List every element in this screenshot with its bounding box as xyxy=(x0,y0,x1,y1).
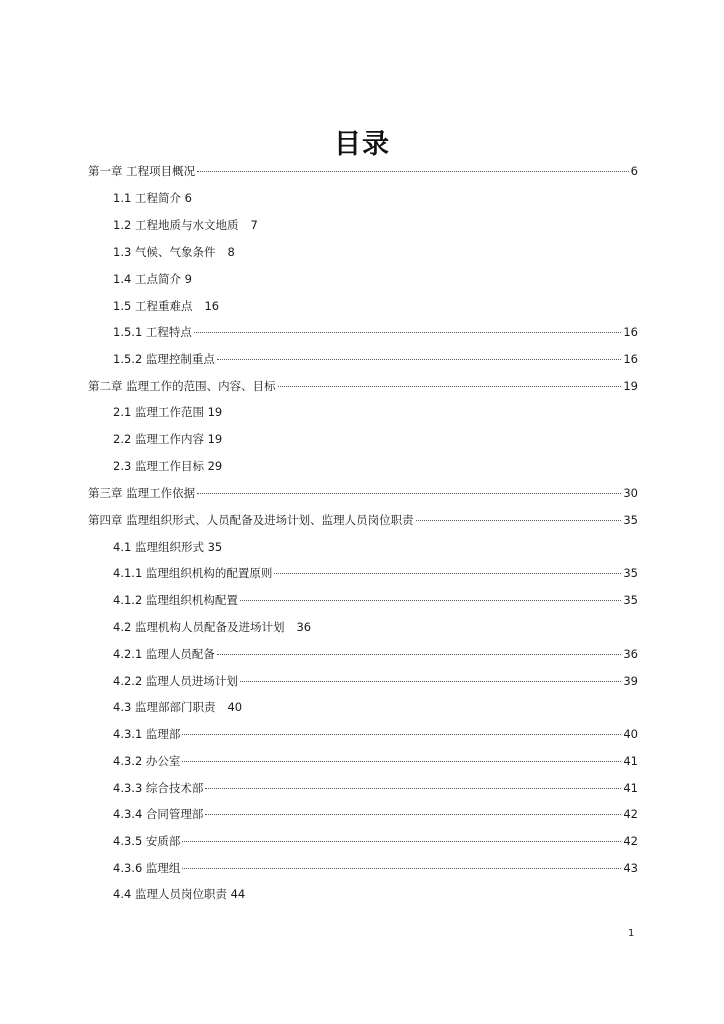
leader-dots xyxy=(182,840,621,842)
toc-entry-text: 4.4 监理人员岗位职责 44 xyxy=(113,887,246,901)
toc-entry-text: 1.3 气候、气象条件 xyxy=(113,245,216,259)
toc-entry[interactable] xyxy=(88,377,638,395)
toc-entry-page: 36 xyxy=(296,620,312,634)
leader-dots xyxy=(240,599,621,601)
toc-entry-text: 2.2 监理工作内容 19 xyxy=(113,432,223,446)
toc-entry-text: 4.2.1 监理人员配备 xyxy=(113,647,215,661)
toc-entry[interactable] xyxy=(88,162,638,180)
toc-entry[interactable] xyxy=(113,885,245,903)
toc-title: 目录 xyxy=(334,129,390,160)
toc-entry-page: 16 xyxy=(623,352,638,366)
toc-entry-page: 41 xyxy=(623,781,638,795)
toc-entry-text: 4.3.1 监理部 xyxy=(113,727,181,741)
toc-entry[interactable] xyxy=(113,323,638,341)
toc-entry-text: 1.1 工程简介 6 xyxy=(113,191,192,205)
toc-entry-page: 35 xyxy=(623,593,638,607)
toc-entry-page: 39 xyxy=(623,674,638,688)
toc-entry-text: 4.3 监理部部门职责 xyxy=(113,700,216,714)
toc-entry[interactable] xyxy=(113,805,638,823)
toc-entry-page: 35 xyxy=(623,513,638,527)
leader-dots xyxy=(416,519,622,521)
toc-entry[interactable] xyxy=(113,216,258,234)
toc-entry-page: 42 xyxy=(623,834,638,848)
leader-dots xyxy=(182,867,621,869)
toc-entry-page: 36 xyxy=(623,647,638,661)
toc-entry-text: 4.3.3 综合技术部 xyxy=(113,781,204,795)
toc-entry-text: 第二章 监理工作的范围、内容、目标 xyxy=(88,379,276,393)
leader-dots xyxy=(205,787,621,789)
page-number: 1 xyxy=(628,928,635,939)
toc-entry[interactable] xyxy=(113,591,638,609)
toc-entry[interactable] xyxy=(113,430,222,448)
toc-entry-text: 1.4 工点简介 9 xyxy=(113,272,192,286)
toc-entry[interactable] xyxy=(88,484,638,502)
toc-entry[interactable] xyxy=(113,538,222,556)
toc-entry-page: 7 xyxy=(250,218,258,232)
toc-entry-page: 40 xyxy=(623,727,638,741)
toc-entry-page: 42 xyxy=(623,807,638,821)
leader-dots xyxy=(197,492,621,494)
toc-entry-text: 1.5.1 工程特点 xyxy=(113,325,192,339)
toc-entry[interactable] xyxy=(113,350,638,368)
toc-entry-text: 第三章 监理工作依据 xyxy=(88,486,196,500)
toc-entry-page: 19 xyxy=(623,379,638,393)
toc-entry-text: 4.2.2 监理人员进场计划 xyxy=(113,674,238,688)
leader-dots xyxy=(217,358,621,360)
toc-entry[interactable] xyxy=(113,618,311,636)
toc-entry-text: 4.3.2 办公室 xyxy=(113,754,181,768)
toc-entry[interactable] xyxy=(113,779,638,797)
toc-entry-text: 1.2 工程地质与水文地质 xyxy=(113,218,239,232)
toc-entry[interactable] xyxy=(113,725,638,743)
leader-dots xyxy=(278,385,622,387)
leader-dots xyxy=(240,680,621,682)
toc-entry-text: 1.5 工程重难点 xyxy=(113,299,193,313)
toc-entry-page: 16 xyxy=(623,325,638,339)
toc-entry[interactable] xyxy=(113,403,222,421)
toc-entry[interactable] xyxy=(113,457,222,475)
leader-dots xyxy=(205,813,621,815)
toc-entry-text: 4.3.5 安质部 xyxy=(113,834,181,848)
leader-dots xyxy=(182,733,621,735)
toc-entry-text: 第一章 工程项目概况 xyxy=(88,164,196,178)
toc-entry-page: 41 xyxy=(623,754,638,768)
toc-entry-page: 6 xyxy=(630,164,638,178)
toc-entry[interactable] xyxy=(113,645,638,663)
leader-dots xyxy=(182,760,621,762)
leader-dots xyxy=(197,170,629,172)
leader-dots xyxy=(194,331,621,333)
toc-entry[interactable] xyxy=(113,243,235,261)
toc-entry-text: 4.2 监理机构人员配备及进场计划 xyxy=(113,620,285,634)
toc-entry-text: 第四章 监理组织形式、人员配备及进场计划、监理人员岗位职责 xyxy=(88,513,414,527)
toc-entry-text: 4.1 监理组织形式 35 xyxy=(113,540,223,554)
toc-entry-text: 2.1 监理工作范围 19 xyxy=(113,405,223,419)
toc-entry-text: 4.3.6 监理组 xyxy=(113,861,181,875)
toc-entry[interactable] xyxy=(113,832,638,850)
toc-entry-text: 1.5.2 监理控制重点 xyxy=(113,352,215,366)
toc-entry[interactable] xyxy=(113,672,638,690)
toc-entry[interactable] xyxy=(113,752,638,770)
toc-entry-page: 35 xyxy=(623,566,638,580)
toc-entry[interactable] xyxy=(113,270,192,288)
toc-entry[interactable] xyxy=(88,511,638,529)
toc-entry-text: 4.1.1 监理组织机构的配置原则 xyxy=(113,566,273,580)
toc-entry-text: 2.3 监理工作目标 29 xyxy=(113,459,223,473)
toc-entry-page: 43 xyxy=(623,861,638,875)
toc-entry-page: 40 xyxy=(227,700,243,714)
toc-entry-text: 4.3.4 合同管理部 xyxy=(113,807,204,821)
toc-entry-page: 16 xyxy=(204,299,220,313)
toc-entry[interactable] xyxy=(113,564,638,582)
toc-entry-page: 8 xyxy=(227,245,235,259)
toc-entry-page: 30 xyxy=(623,486,638,500)
toc-entry[interactable] xyxy=(113,698,242,716)
toc-entry-text: 4.1.2 监理组织机构配置 xyxy=(113,593,238,607)
toc-entry[interactable] xyxy=(113,297,219,315)
toc-entry[interactable] xyxy=(113,189,192,207)
leader-dots xyxy=(274,572,621,574)
toc-entry[interactable] xyxy=(113,859,638,877)
leader-dots xyxy=(217,653,621,655)
